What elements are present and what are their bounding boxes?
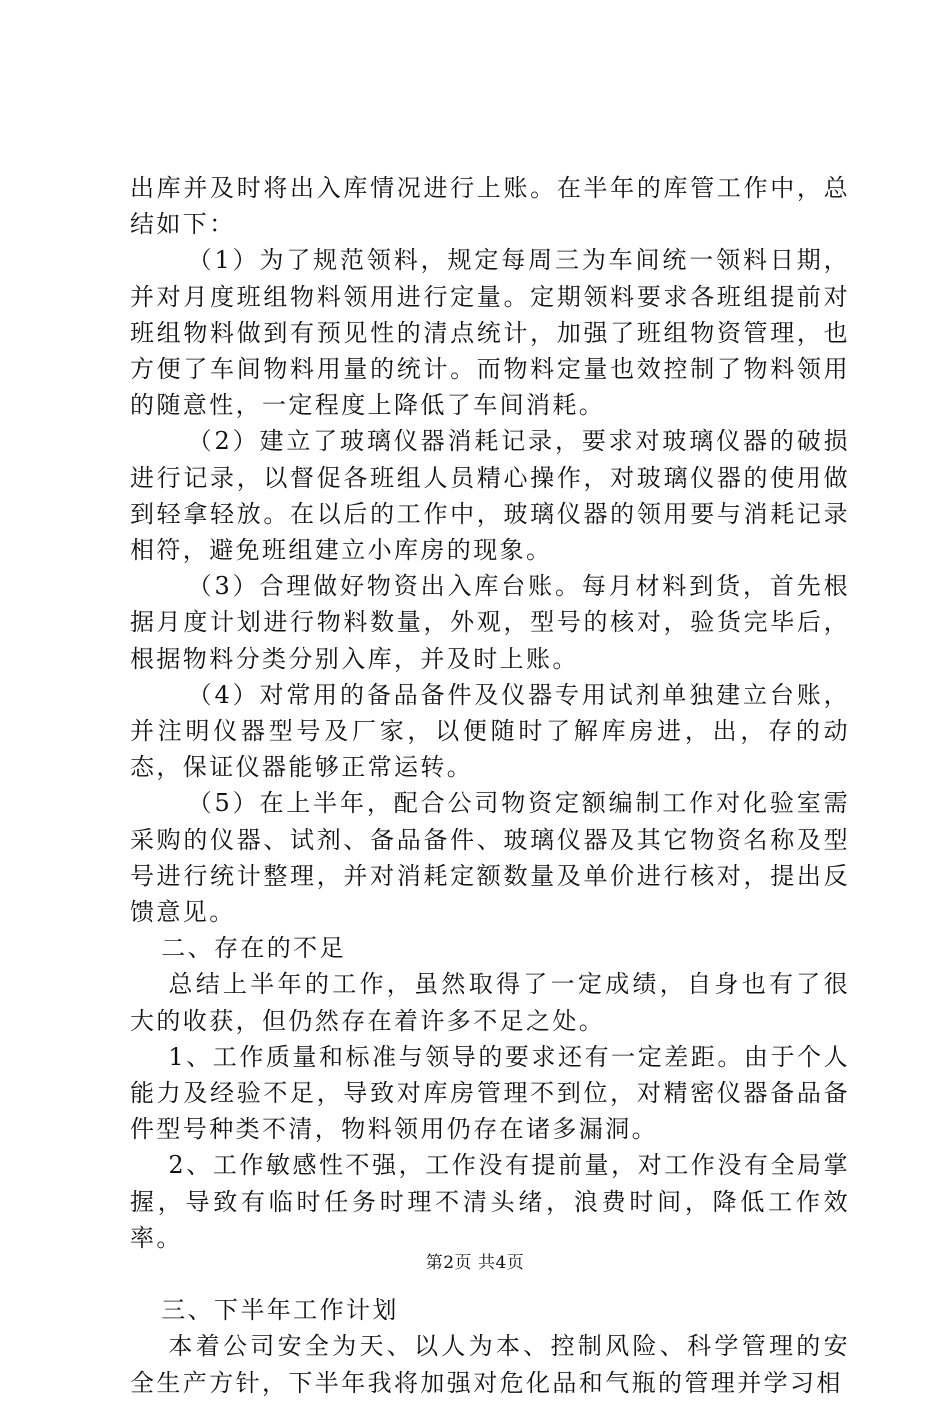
section-heading-shortcomings: 二、存在的不足 (161, 934, 346, 963)
paragraph-intro: 出库并及时将出入库情况进行上账。在半年的库管工作中，总结如下： (130, 174, 850, 239)
paragraph-item-1: （1）为了规范领料，规定每周三为车间统一领料日期，并对月度班组物料领用进行定量。定期领料要求各班组提前对班组物料做到有预见性的清点统计，加强了班组物资管理，也方便了车间物料用量的统计。而物料定量也效控制了物料领用的随意性，一定程度上降低了车间消耗。 (130, 246, 850, 420)
document-body (130, 170, 850, 1401)
paragraph-summary: 总结上半年的工作，虽然取得了一定成绩，自身也有了很大的收获，但仍然存在着许多不足之处。 (130, 970, 850, 1035)
paragraph-shortcoming-1: 1、工作质量和标准与领导的要求还有一定差距。由于个人能力及经验不足，导致对库房管理不到位，对精密仪器备品备件型号种类不清，物料领用仍存在诸多漏洞。 (130, 1042, 850, 1144)
paragraph-item-5: （5）在上半年，配合公司物资定额编制工作对化验室需采购的仪器、试剂、备品备件、玻璃仪器及其它物资名称及型号进行统计整理，并对消耗定额数量及单价进行核对，提出反馈意见。 (130, 789, 850, 927)
paragraph-item-2: （2）建立了玻璃仪器消耗记录，要求对玻璃仪器的破损进行记录，以督促各班组人员精心操作，对玻璃仪器的使用做到轻拿轻放。在以后的工作中，玻璃仪器的领用要与消耗记录相符，避免班组建立小库房的现象。 (130, 427, 850, 565)
page-number-footer: 第2页 共4页 (425, 1253, 525, 1273)
section-heading-plan: 三、下半年工作计划 (161, 1296, 399, 1325)
paragraph-item-3: （3）合理做好物资出入库台账。每月材料到货，首先根据月度计划进行物料数量，外观，型号的核对，验货完毕后，根据物料分类分别入库，并及时上账。 (130, 572, 850, 673)
paragraph-shortcoming-2: 2、工作敏感性不强，工作没有提前量，对工作没有全局掌握，导致有临时任务时理不清头绪，浪费时间，降低工作效率。 (130, 1151, 850, 1252)
paragraph-item-4: （4）对常用的备品备件及仪器专用试剂单独建立台账，并注明仪器型号及厂家，以便随时了解库房进，出，存的动态，保证仪器能够正常运转。 (130, 680, 850, 782)
paragraph-plan: 本着公司安全为天、以人为本、控制风险、科学管理的安全生产方针，下半年我将加强对危化品和气瓶的管理并学习相 (130, 1332, 850, 1397)
